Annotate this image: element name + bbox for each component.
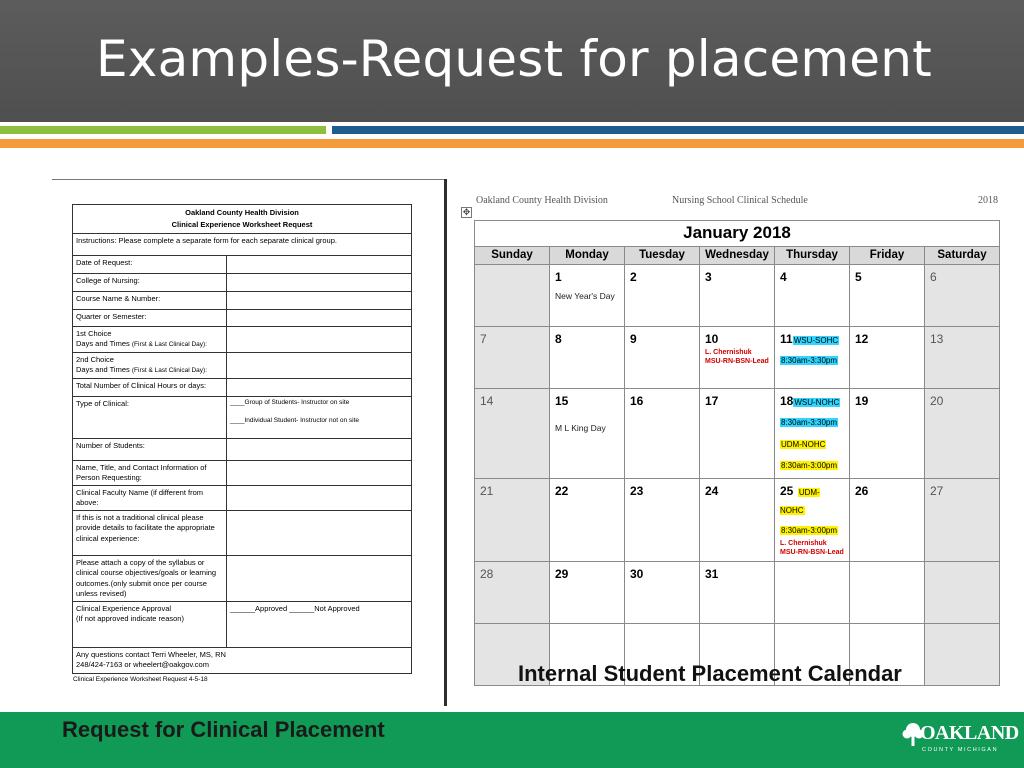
day-number: 23: [630, 483, 644, 498]
weekday-label: Friday: [850, 247, 925, 265]
calendar-day: [625, 265, 700, 327]
calendar-week: [475, 478, 1000, 561]
calendar-day: [550, 561, 625, 623]
worksheet-form-table: [72, 204, 412, 674]
logo-subtitle: COUNTY MICHIGAN: [922, 747, 999, 753]
calendar-caption: Internal Student Placement Calendar: [518, 661, 902, 686]
event-time: 8:30am-3:00pm: [781, 525, 838, 535]
choice2-label: 2nd Choice: [76, 354, 114, 364]
field-choice1-value: [227, 327, 412, 353]
field-choice1: [73, 327, 227, 353]
logo-wordmark: OAKLAND: [920, 722, 1019, 744]
field-nontraditional-value: [227, 511, 412, 556]
day-number: 30: [630, 566, 644, 581]
day-number: 4: [780, 270, 787, 284]
day-number: 7: [480, 332, 487, 346]
oakland-county-logo: [902, 722, 1019, 760]
calendar-day: [700, 561, 775, 623]
calendar-day: [925, 389, 1000, 479]
footer-text: Request for Clinical Placement: [62, 717, 385, 742]
field-nontraditional-label: If this is not a traditional clinical please provide details to facilitate the appropriate clinical experience:: [73, 511, 227, 556]
calendar-day: [475, 389, 550, 479]
event-time: 8:30am-3:30pm: [781, 356, 838, 365]
day-number: 17: [705, 394, 719, 408]
calendar-day: [625, 561, 700, 623]
field-type-options: [227, 396, 412, 438]
calendar-day: [925, 327, 1000, 389]
day-number: 10: [705, 332, 719, 346]
weekday-label: Monday: [550, 247, 625, 265]
field-approval: [73, 602, 227, 648]
worksheet-form-title: Clinical Experience Worksheet Request: [171, 220, 313, 229]
event-placement: WSU-NOHC: [794, 398, 840, 407]
day-number: 1: [555, 270, 562, 284]
field-course-label: Course Name & Number:: [73, 292, 227, 310]
choice2-days-note: (First & Last Clinical Day):: [131, 367, 207, 375]
event-time: 8:30am-3:00pm: [781, 461, 838, 471]
calendar-day: [625, 389, 700, 479]
calendar-org: Oakland County Health Division: [476, 195, 608, 206]
field-approval-options: ______Approved ______Not Approved: [227, 602, 412, 648]
field-syllabus-label: Please attach a copy of the syllabus or clinical course objectives/goals or learning outcomes.(only submit once per course unless revised): [73, 556, 227, 602]
day-number: 29: [555, 566, 569, 581]
field-college-label: College of Nursing:: [73, 274, 227, 292]
calendar-day: [700, 478, 775, 561]
day-number: 11: [780, 332, 793, 346]
calendar-header-line: [474, 192, 1000, 210]
weekday-label: Sunday: [475, 247, 550, 265]
calendar-day: [550, 265, 625, 327]
questions-line-1: Any questions contact Terri Wheeler, MS, RN: [76, 650, 226, 660]
field-faculty-label: Clinical Faculty Name (if different from above:: [73, 486, 227, 511]
questions-line-2: 248/424-7163 or wheelert@oakgov.com: [76, 660, 209, 670]
field-college-value: [227, 274, 412, 292]
calendar-day: [550, 327, 625, 389]
field-total-hours-label: Total Number of Clinical Hours or days:: [73, 378, 227, 396]
calendar-day: [925, 478, 1000, 561]
field-num-students-value: [227, 438, 412, 460]
calendar-day: [850, 389, 925, 479]
approval-note: (If not approved indicate reason): [76, 614, 184, 624]
day-number: 15: [555, 394, 569, 408]
worksheet-instructions: Instructions: Please complete a separate form for each separate clinical group.: [73, 234, 412, 256]
calendar-day: [475, 478, 550, 561]
event-time: 8:30am-3:30pm: [781, 418, 838, 427]
calendar-week: [475, 389, 1000, 479]
calendar-day: [850, 478, 925, 561]
field-quarter-value: [227, 310, 412, 327]
day-number: 28: [480, 566, 494, 581]
calendar-day: [775, 265, 850, 327]
calendar-day: [700, 327, 775, 389]
holiday-label: New Year's Day: [555, 291, 615, 301]
field-num-students-label: Number of Students:: [73, 438, 227, 460]
day-number: 24: [705, 483, 719, 498]
slide-header: [0, 0, 1024, 122]
type-option-group: ____Group of Students- Instructor on site: [230, 398, 350, 406]
field-total-hours-value: [227, 378, 412, 396]
worksheet-questions: [73, 648, 412, 673]
day-number: 9: [630, 332, 637, 346]
calendar-week: [475, 327, 1000, 389]
field-date-value: [227, 256, 412, 274]
calendar-day: [550, 389, 625, 479]
field-date-label: Date of Request:: [73, 256, 227, 274]
field-contact-label: Name, Title, and Contact Information of Person Requesting:: [73, 460, 227, 485]
calendar-year: 2018: [978, 195, 998, 206]
event-placement: UDM-NOHC: [781, 439, 826, 449]
calendar-day-empty: [925, 561, 1000, 623]
day-number: 27: [930, 483, 944, 498]
field-contact-value: [227, 460, 412, 485]
weekday-label: Saturday: [925, 247, 1000, 265]
field-course-value: [227, 292, 412, 310]
weekday-label: Thursday: [775, 247, 850, 265]
field-type-label: Type of Clinical:: [73, 396, 227, 438]
calendar-day: [925, 265, 1000, 327]
worksheet-header: [73, 205, 412, 234]
event-placement: UDM-NOHC: [780, 487, 820, 515]
worksheet-footer: Clinical Experience Worksheet Request 4-5-18: [73, 676, 208, 683]
choice2-days-label: Days and Times: [76, 365, 130, 375]
weekday-label: Tuesday: [625, 247, 700, 265]
day-number: 18: [780, 394, 794, 408]
calendar-day: [850, 265, 925, 327]
event-lead-name: L. Chernishuk: [705, 349, 752, 356]
day-number: 31: [705, 566, 719, 581]
calendar-day: [550, 478, 625, 561]
calendar-day: [475, 327, 550, 389]
day-number: 12: [855, 332, 869, 346]
calendar-week: [475, 265, 1000, 327]
field-choice2-value: [227, 352, 412, 378]
day-number: 6: [930, 270, 937, 284]
calendar-day: [700, 389, 775, 479]
event-lead-program: MSU-RN-BSN-Lead: [780, 549, 844, 557]
day-number: 14: [480, 394, 494, 408]
day-number: 25: [780, 483, 794, 498]
field-syllabus-value: [227, 556, 412, 602]
day-number: 20: [930, 394, 944, 408]
choice1-days-note: (First & Last Clinical Day):: [131, 341, 207, 349]
event-placement: WSU-SOHC: [793, 336, 839, 345]
calendar-day: [775, 389, 850, 479]
worksheet-document: [52, 179, 447, 706]
calendar-day: [625, 478, 700, 561]
choice1-days-label: Days and Times: [76, 339, 130, 349]
calendar-document: [462, 192, 1000, 642]
day-number: 21: [480, 483, 494, 498]
calendar-month: January 2018: [475, 221, 1000, 247]
holiday-label: M L King Day: [555, 423, 606, 433]
accent-stripe-green: [0, 126, 326, 134]
field-faculty-value: [227, 486, 412, 511]
calendar-day: [475, 561, 550, 623]
worksheet-right-rule: [444, 179, 447, 706]
day-number: 8: [555, 332, 562, 346]
event-lead-name: L. Chernishuk: [780, 540, 827, 548]
day-number: 26: [855, 483, 869, 498]
calendar-day-empty: [925, 623, 1000, 685]
day-number: 19: [855, 394, 869, 408]
calendar-day-empty: [475, 265, 550, 327]
calendar-day: [850, 327, 925, 389]
slide-title: Examples-Request for placement: [96, 30, 932, 88]
weekday-label: Wednesday: [700, 247, 775, 265]
day-number: 22: [555, 483, 569, 498]
calendar-day: [775, 327, 850, 389]
day-number: 16: [630, 394, 644, 408]
calendar-weekday-row: [475, 247, 1000, 265]
choice1-label: 1st Choice: [76, 329, 112, 338]
field-quarter-label: Quarter or Semester:: [73, 310, 227, 327]
day-number: 3: [705, 270, 712, 284]
approval-label: Clinical Experience Approval: [76, 604, 172, 614]
type-option-individual: ____Individual Student- Instructor not on site: [230, 416, 359, 424]
calendar-day-empty: [850, 561, 925, 623]
field-choice2: [73, 352, 227, 378]
table-move-icon[interactable]: ✥: [462, 207, 471, 217]
calendar-week: [475, 561, 1000, 623]
calendar-day-empty: [775, 561, 850, 623]
day-number: 5: [855, 270, 862, 284]
accent-stripe-orange: [0, 139, 1024, 148]
calendar-day: [625, 327, 700, 389]
worksheet-org: Oakland County Health Division: [185, 208, 299, 217]
day-number: 13: [930, 332, 944, 346]
accent-stripe-blue: [332, 126, 1024, 134]
calendar-day: [775, 478, 850, 561]
day-number: 2: [630, 270, 637, 284]
calendar-schedule-title: Nursing School Clinical Schedule: [672, 195, 808, 206]
calendar-grid: [474, 220, 1000, 686]
event-lead-program: MSU-RN-BSN-Lead: [705, 358, 769, 366]
worksheet-top-rule: [52, 179, 447, 180]
calendar-day: [700, 265, 775, 327]
